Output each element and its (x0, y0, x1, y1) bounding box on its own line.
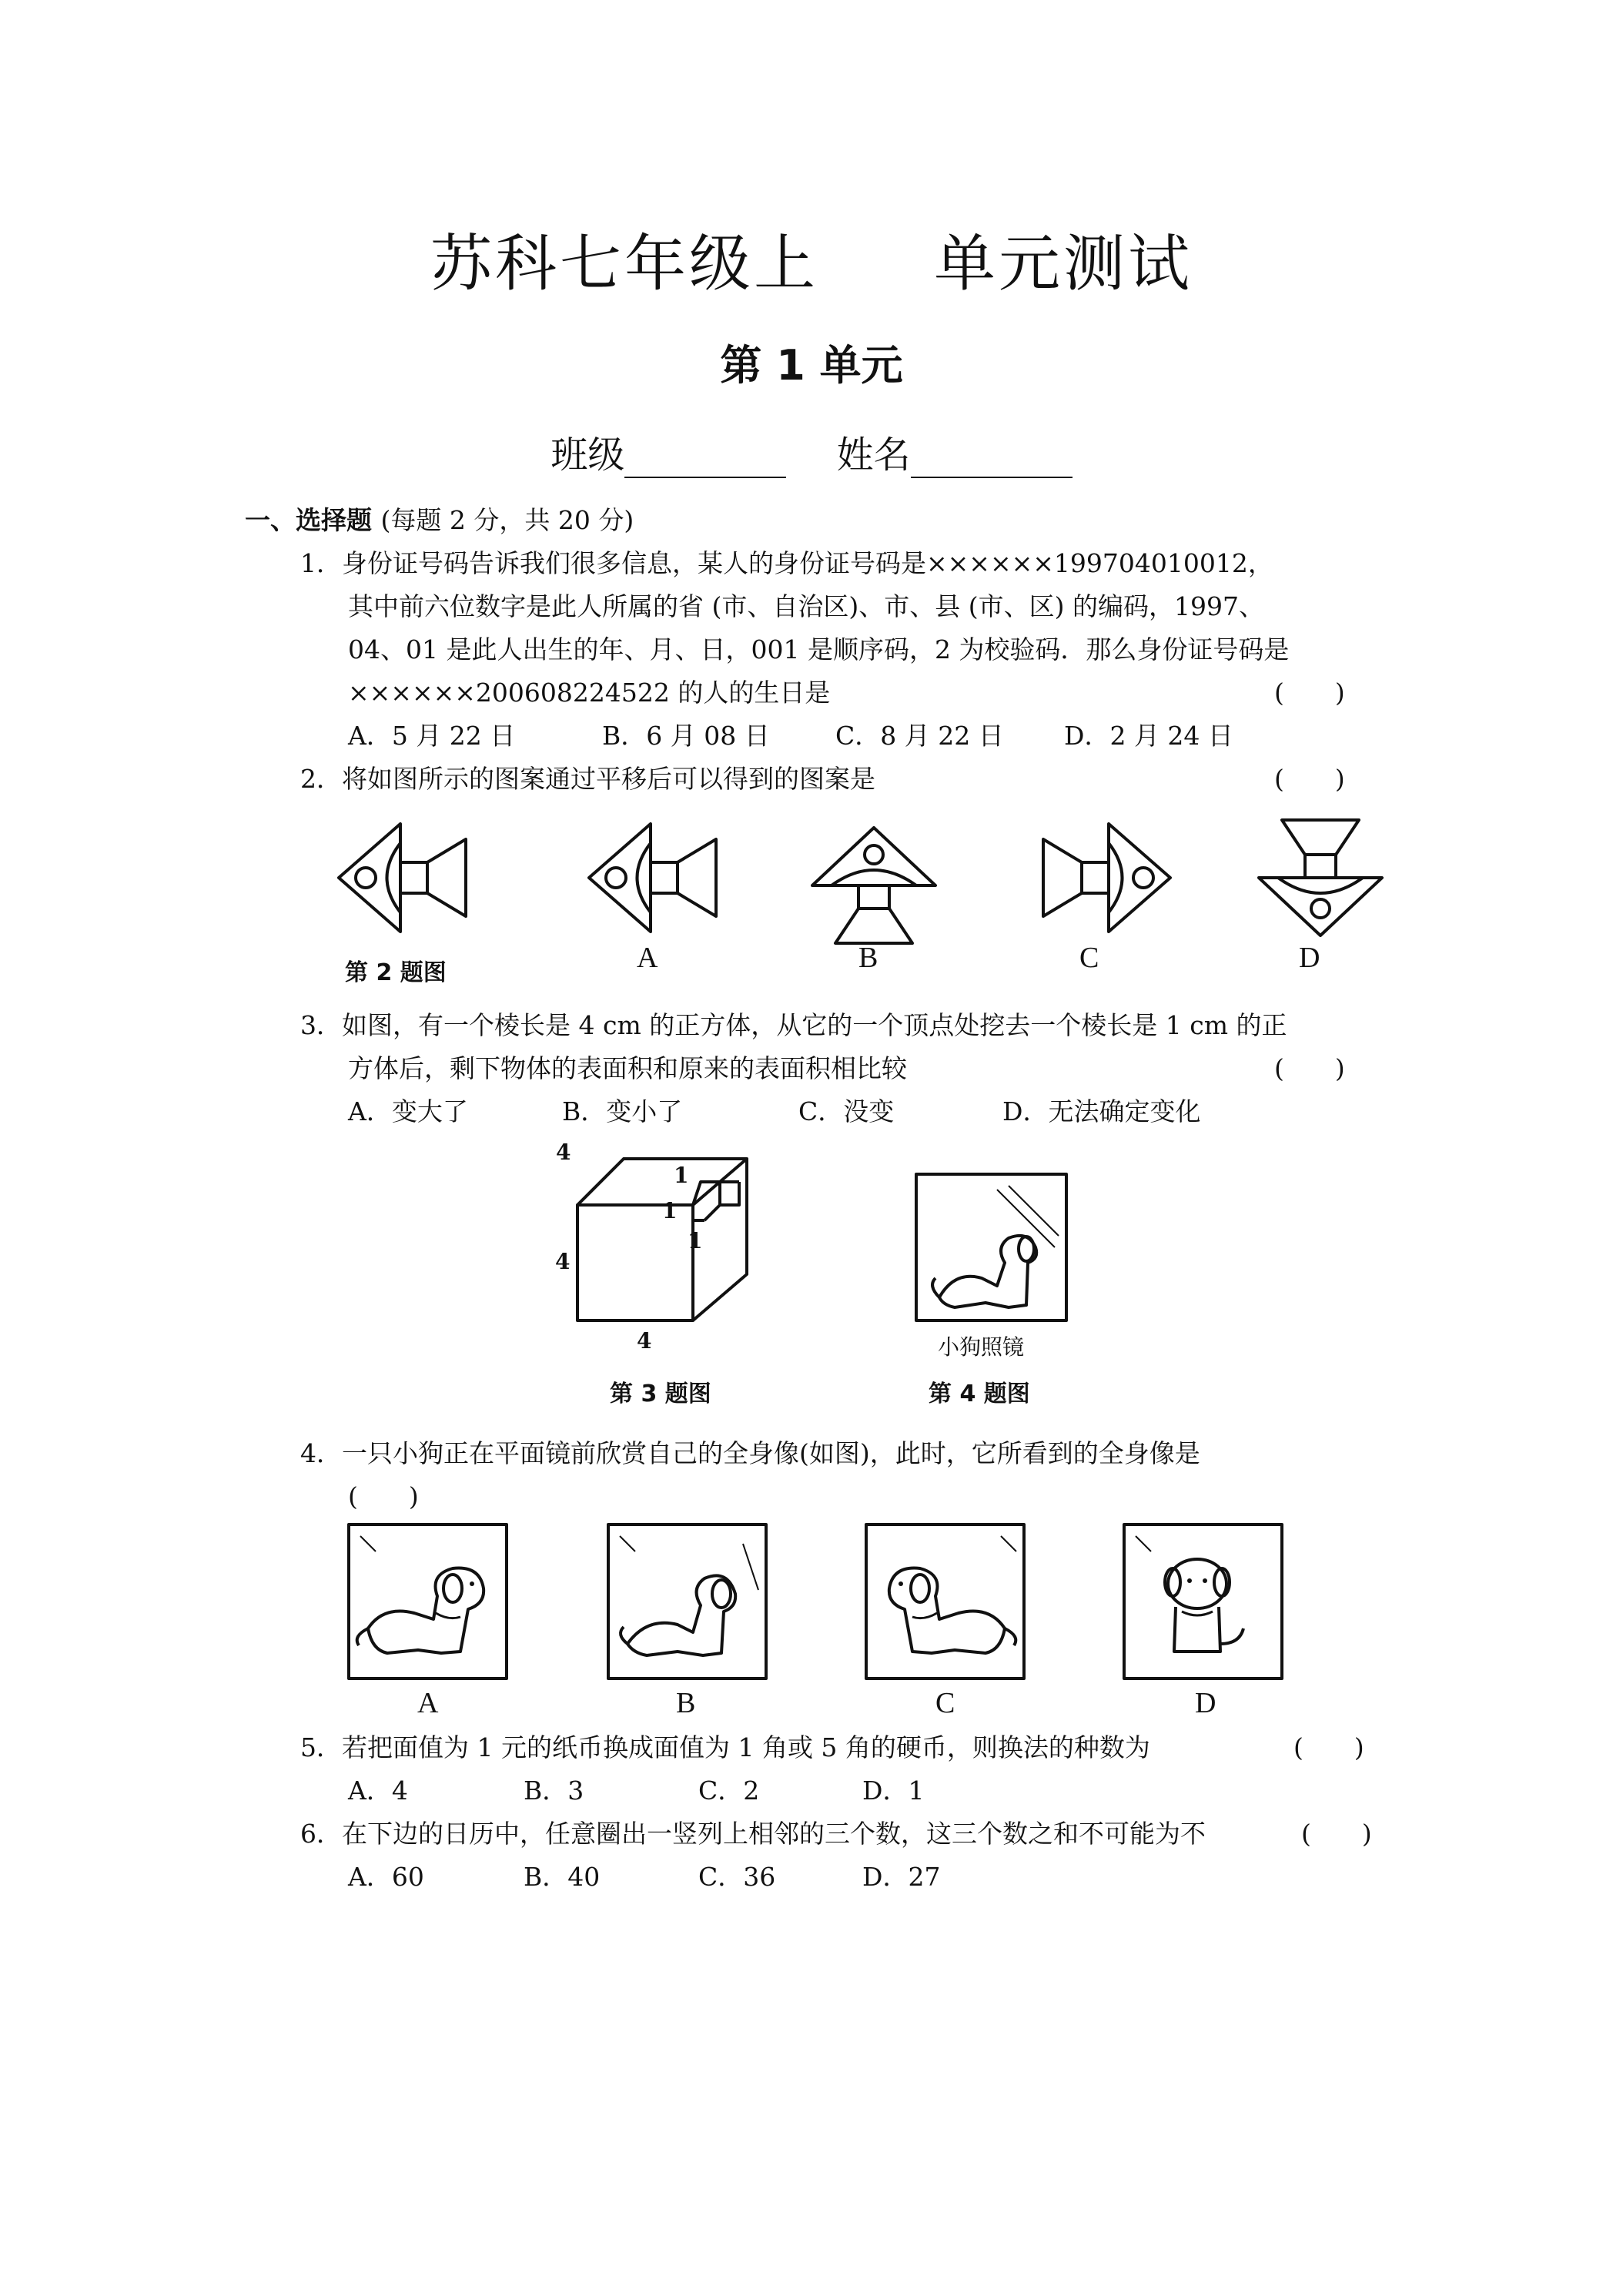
q2-label-d: D (1299, 942, 1320, 974)
q4-option-b-figure[interactable] (604, 1521, 770, 1682)
q3-dim-1a: 1 (674, 1163, 689, 1188)
q1-option-c[interactable]: C．8 月 22 日 (835, 721, 1004, 751)
q1-answer-paren[interactable]: ( ) (1274, 678, 1345, 708)
q3-dim-1b: 1 (662, 1198, 678, 1223)
q6-option-a[interactable]: A．60 (348, 1862, 424, 1892)
class-name-line (0, 425, 1623, 478)
q5-option-c[interactable]: C．2 (698, 1776, 760, 1806)
q2-label-a: A (637, 942, 658, 974)
q3-dim-left: 4 (555, 1249, 571, 1274)
q2-option-b-figure[interactable] (805, 812, 943, 951)
q4-label-c: C (935, 1687, 955, 1719)
q4-label-d: D (1195, 1687, 1216, 1719)
q4-text: 4．一只小狗正在平面镜前欣赏自己的全身像(如图)，此时，它所看到的全身像是 (300, 1438, 1200, 1468)
q2-label-c: C (1079, 942, 1099, 974)
q3-line-2: 方体后，剩下物体的表面积和原来的表面积相比较 (348, 1053, 907, 1083)
q2-label-b: B (858, 942, 878, 974)
q3-option-b[interactable]: B．变小了 (562, 1096, 683, 1126)
q2-option-d-figure[interactable] (1251, 812, 1390, 951)
q2-option-c-figure[interactable] (1032, 816, 1186, 939)
q4-label-a: A (417, 1687, 439, 1719)
q5-option-a[interactable]: A．4 (348, 1776, 408, 1806)
q1-line-2: 其中前六位数字是此人所属的省 (市、自治区)、市、县 (市、区) 的编码，1997、 (348, 591, 1264, 621)
q2-answer-paren[interactable]: ( ) (1274, 764, 1345, 794)
q3-option-a[interactable]: A．变大了 (348, 1096, 468, 1126)
q3-answer-paren[interactable]: ( ) (1274, 1053, 1345, 1083)
q1-line-1: 1．身份证号码告诉我们很多信息，某人的身份证号码是××××××199704010012， (300, 548, 1273, 578)
q3-figure-caption: 第 3 题图 (610, 1381, 711, 1407)
q3-line-1: 3．如图，有一个棱长是 4 cm 的正方体，从它的一个顶点处挖去一个棱长是 1 cm 的正 (300, 1010, 1287, 1040)
class-label: 班级 (550, 433, 625, 477)
class-blank[interactable] (624, 441, 786, 478)
q4-answer-paren[interactable]: ( ) (348, 1481, 419, 1511)
q1-option-b[interactable]: B．6 月 08 日 (602, 721, 770, 751)
q6-option-b[interactable]: B．40 (524, 1862, 601, 1892)
q5-option-d[interactable]: D．1 (862, 1776, 925, 1806)
q3-dim-top: 4 (556, 1140, 571, 1165)
q3-dim-1c: 1 (688, 1228, 703, 1253)
q6-answer-paren[interactable]: ( ) (1301, 1819, 1372, 1849)
q3-option-d[interactable]: D．无法确定变化 (1002, 1096, 1201, 1126)
unit-subtitle: 第 1 单元 (720, 341, 903, 390)
q3-option-c[interactable]: C．没变 (798, 1096, 895, 1126)
q4-mirror-figure (912, 1170, 1074, 1328)
section-note: (每题 2 分，共 20 分) (380, 505, 634, 535)
q1-line-4: ××××××200608224522 的人的生日是 (348, 678, 831, 708)
q1-option-d[interactable]: D．2 月 24 日 (1064, 721, 1233, 751)
q5-answer-paren[interactable]: ( ) (1293, 1732, 1364, 1762)
name-label: 姓名 (836, 433, 911, 477)
q4-figure-caption: 第 4 题图 (929, 1381, 1030, 1407)
q6-option-c[interactable]: C．36 (698, 1862, 776, 1892)
q3-dim-bottom: 4 (637, 1328, 652, 1354)
q4-option-a-figure[interactable] (345, 1521, 510, 1682)
q1-line-3: 04、01 是此人出生的年、月、日，001 是顺序码，2 为校验码．那么身份证号码是 (348, 634, 1290, 664)
title-left: 苏科七年级上 (430, 228, 818, 300)
q2-original-figure (323, 816, 477, 939)
q4-option-c-figure[interactable] (862, 1521, 1028, 1682)
q6-option-d[interactable]: D．27 (862, 1862, 941, 1892)
q1-option-a[interactable]: A．5 月 22 日 (348, 721, 516, 751)
q5-option-b[interactable]: B．3 (524, 1776, 584, 1806)
name-blank[interactable] (911, 441, 1073, 478)
q5-text: 5．若把面值为 1 元的纸币换成面值为 1 角或 5 角的硬币，则换法的种数为 (300, 1732, 1150, 1762)
q2-option-a-figure[interactable] (574, 816, 728, 939)
q2-figure-caption: 第 2 题图 (345, 959, 447, 986)
page-title (0, 214, 1623, 303)
q4-option-d-figure[interactable] (1120, 1521, 1286, 1682)
q6-text: 6．在下边的日历中，任意圈出一竖列上相邻的三个数，这三个数之和不可能为不 (300, 1819, 1206, 1849)
q2-text: 2．将如图所示的图案通过平移后可以得到的图案是 (300, 764, 875, 794)
q4-figure-inner-caption: 小狗照镜 (938, 1334, 1025, 1360)
section-heading: 一、选择题 (每题 2 分，共 20 分) (245, 505, 634, 535)
title-right: 单元测试 (934, 228, 1193, 300)
q4-label-b: B (676, 1687, 696, 1719)
